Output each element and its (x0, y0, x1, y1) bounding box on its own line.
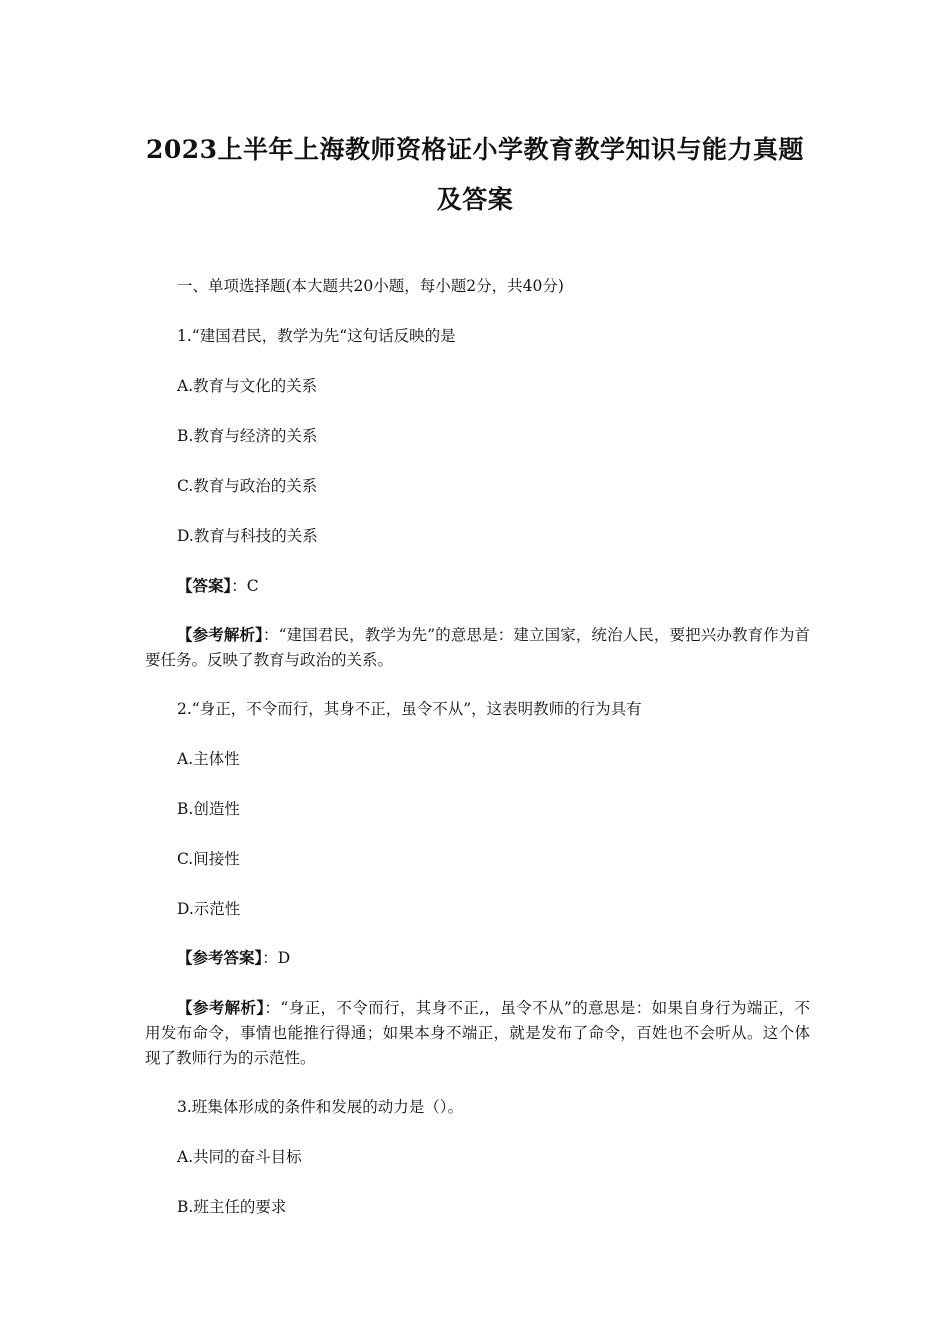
question-2-option-d: D.示范性 (177, 900, 241, 918)
section-heading: 一、单项选择题(本大题共20小题，每小题2分，共40分) (177, 277, 564, 295)
answer-label: 【参考答案】 (177, 948, 263, 967)
analysis-text: ：“身正，不令而行，其身不正,，虽令不从”的意思是：如果自身行为端正，不用发布命令，事情也能推行得通；如果本身不端正，就是发布了命令，百姓也不会听从。这个体现了教师行为的示范性。 (145, 999, 810, 1067)
document-title-line-2: 及答案 (436, 185, 514, 214)
question-2-answer (177, 947, 290, 969)
analysis-label: 【参考解析】 (177, 625, 263, 644)
question-3-stem: 3.班集体形成的条件和发展的动力是（）。 (177, 1098, 464, 1116)
analysis-text: ：“建国君民，教学为先”的意思是：建立国家，统治人民，要把兴办教育作为首要任务。反映了教育与政治的关系。 (145, 626, 810, 669)
question-1-option-d: D.教育与科技的关系 (177, 527, 318, 545)
question-3-option-b: B.班主任的要求 (177, 1198, 287, 1216)
question-2-analysis (145, 995, 810, 1071)
question-2-option-a: A.主体性 (177, 750, 240, 768)
document-title-line-1: 2023上半年上海教师资格证小学教育教学知识与能力真题 (145, 135, 805, 164)
question-2-option-b: B.创造性 (177, 800, 240, 818)
answer-value: ：C (231, 577, 259, 595)
question-1-option-a: A.教育与文化的关系 (177, 377, 318, 395)
question-1-analysis (145, 622, 810, 673)
question-1-answer (177, 575, 259, 597)
question-1-stem: 1.“建国君民，教学为先“这句话反映的是 (177, 327, 456, 345)
question-1-option-c: C.教育与政治的关系 (177, 477, 318, 495)
analysis-label: 【参考解析】 (177, 998, 265, 1017)
question-3-option-a: A.共同的奋斗目标 (177, 1148, 302, 1166)
answer-value: ：D (262, 949, 291, 967)
question-2-stem: 2.“身正，不令而行，其身不正，虽令不从”，这表明教师的行为具有 (177, 700, 642, 718)
question-2-option-c: C.间接性 (177, 850, 240, 868)
question-1-option-b: B.教育与经济的关系 (177, 427, 318, 445)
answer-label: 【答案】 (177, 576, 232, 595)
